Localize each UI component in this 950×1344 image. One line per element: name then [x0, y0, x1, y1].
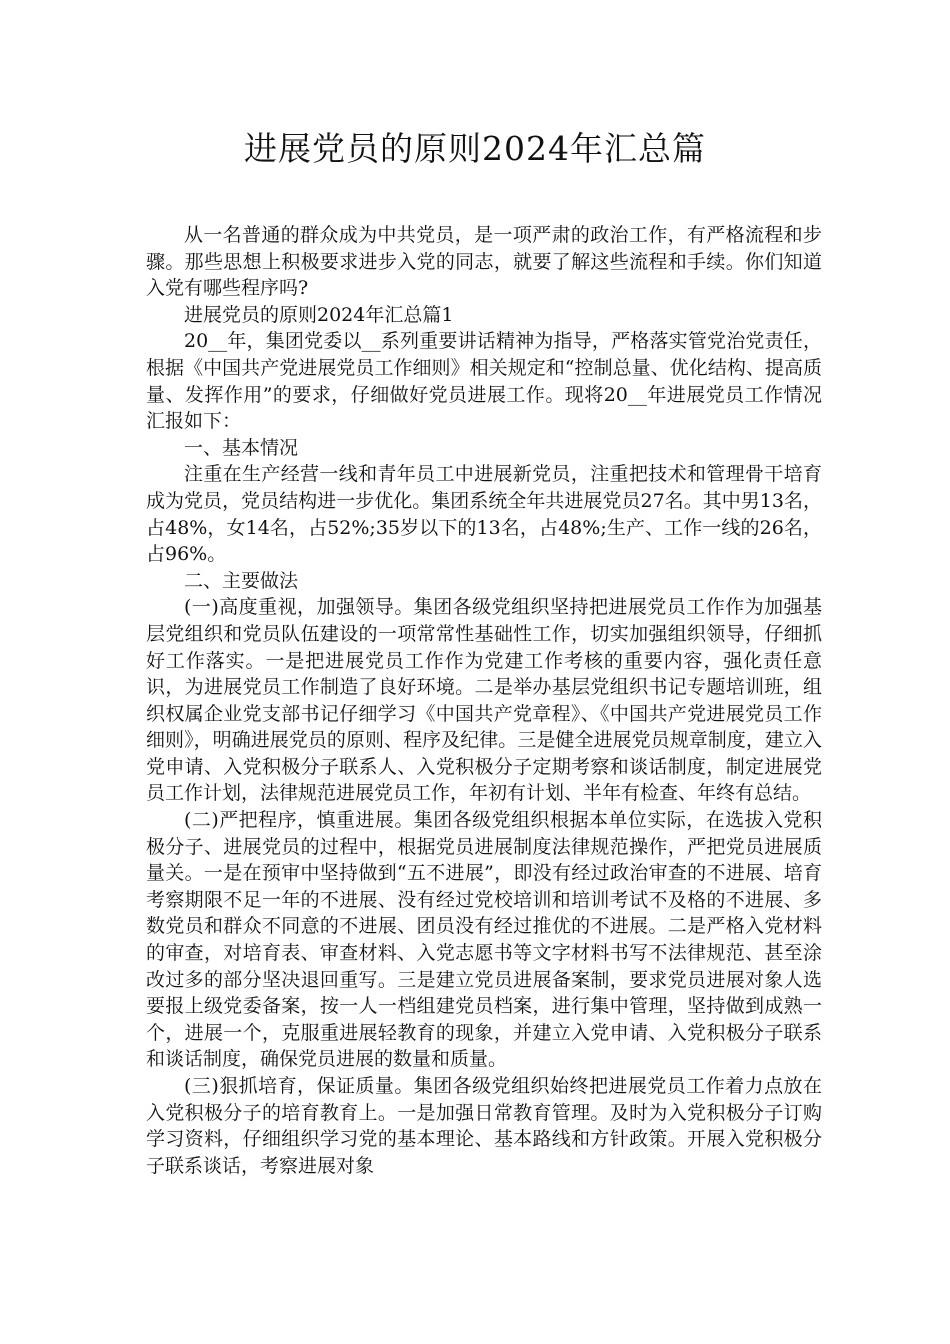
- practice-paragraph-1: (一)高度重视，加强领导。集团各级党组织坚持把进展党员工作作为加强基层党组织和党员队伍建设的一项常常性基础性工作，切实加强组织领导，仔细抓好工作落实。一是把进展党员工作作为党建工作考核的重要内容，强化责任意识，为进展党员工作制造了良好环境。二是举办基层党组织书记专题培训班，组织权属企业党支部书记仔细学习《中国共产党章程》、《中国共产党进展党员工作细则》，明确进展党员的原则、程序及纪律。三是健全进展党员规章制度，建立入党申请、入党积极分子联系人、入党积极分子定期考察和谈话制度，制定进展党员工作计划，法律规范进展党员工作，年初有计划、半年有检查、年终有总结。: [146, 596, 822, 805]
- practice-paragraph-2: (二)严把程序，慎重进展。集团各级党组织根据本单位实际，在选拔入党积极分子、进展党员的过程中，根据党员进展制度法律规范操作，严把党员进展质量关。一是在预审中坚持做到“五不进展”，即没有经过政治审查的不进展、培育考察期限不足一年的不进展、没有经过党校培训和培训考试不及格的不进展、多数党员和群众不同意的不进展、团员没有经过推优的不进展。二是严格入党材料的审查，对培育表、审查材料、入党志愿书等文字材料书写不法律规范、甚至涂改过多的部分坚决退回重写。三是建立党员进展备案制，要求党员进展对象人选要报上级党委备案，按一人一档组建党员档案，进行集中管理，坚持做到成熟一个，进展一个，克服重进展轻教育的现象，并建立入党申请、入党积极分子联系和谈话制度，确保党员进展的数量和质量。: [146, 809, 822, 1071]
- practice-paragraph-3: (三)狠抓培育，保证质量。集团各级党组织始终把进展党员工作着力点放在入党积极分子的培育教育上。一是加强日常教育管理。及时为入党积极分子订购学习资料，仔细组织学习党的基本理论、基本路线和方针政策。开展入党积极分子联系谈话，考察进展对象: [146, 1075, 822, 1177]
- intro-paragraph: 从一名普通的群众成为中共党员，是一项严肃的政治工作，有严格流程和步骤。那些思想上积极要求进步入党的同志，就要了解这些流程和手续。你们知道入党有哪些程序吗?: [146, 224, 822, 300]
- subheading-main-practices: 二、主要做法: [184, 569, 299, 592]
- basic-situation-paragraph: 注重在生产经营一线和青年员工中进展新党员，注重把技术和管理骨干培育成为党员，党员结构进一步优化。集团系统全年共进展党员27名。其中男13名，占48%，女14名，占52%;35岁以下的13名，占48%;生产、工作一线的26名，占96%。: [146, 463, 822, 566]
- section-heading: 进展党员的原则2024年汇总篇1: [184, 303, 454, 326]
- document-body: [146, 222, 822, 1179]
- report-intro-paragraph: 20__年，集团党委以__系列重要讲话精神为指导，严格落实管党治党责任，根据《中国共产党进展党员工作细则》相关规定和“控制总量、优化结构、提高质量、发挥作用”的要求，仔细做好党员进展工作。现将20__年进展党员工作情况汇报如下：: [146, 330, 822, 433]
- subheading-basic-situation: 一、基本情况: [184, 436, 299, 459]
- document-title: 进展党员的原则2024年汇总篇: [244, 129, 706, 168]
